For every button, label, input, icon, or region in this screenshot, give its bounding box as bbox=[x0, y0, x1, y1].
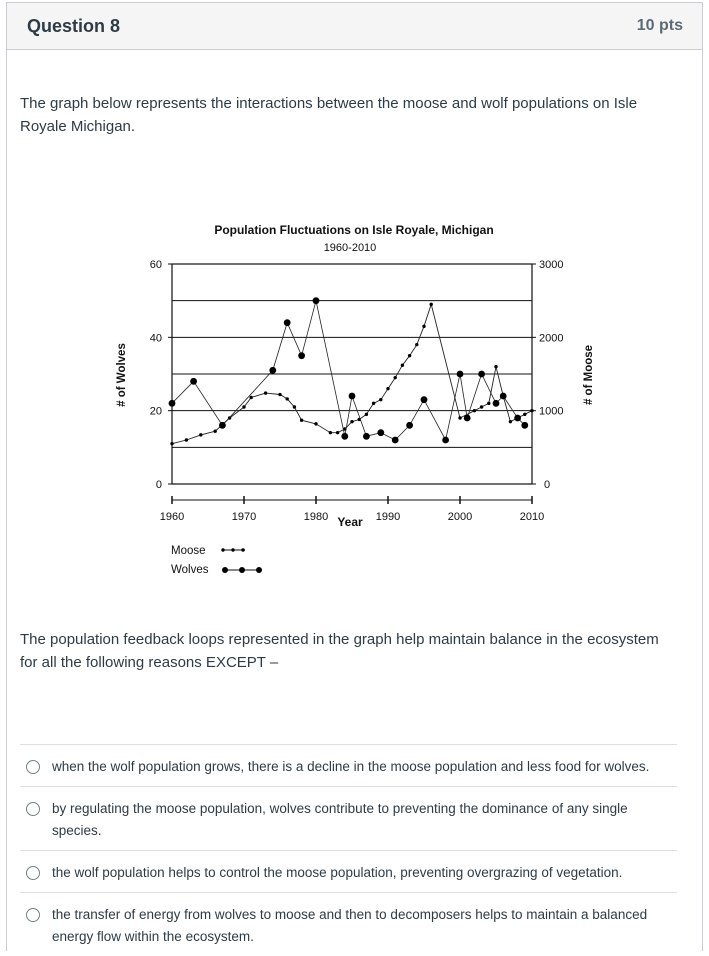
moose-data-point bbox=[170, 442, 173, 445]
left-tick-label: 20 bbox=[149, 405, 162, 418]
right-tick-label: 1000 bbox=[539, 405, 564, 418]
moose-data-point bbox=[185, 438, 188, 441]
moose-data-point bbox=[523, 413, 526, 416]
chart-legend bbox=[171, 545, 262, 576]
answer-option[interactable] bbox=[20, 892, 677, 956]
wolves-data-point bbox=[392, 437, 399, 444]
wolves-data-point bbox=[298, 352, 305, 359]
wolves-data-point bbox=[421, 396, 428, 403]
moose-data-point bbox=[350, 420, 353, 423]
answer-option[interactable] bbox=[20, 786, 677, 850]
moose-data-point bbox=[293, 405, 296, 408]
question-points: 10 pts bbox=[636, 17, 683, 34]
legend-moose-label: Moose bbox=[171, 545, 206, 557]
wolves-data-point bbox=[493, 400, 500, 407]
chart-title: Population Fluctuations on Isle Royale, Michigan bbox=[214, 223, 494, 237]
population-chart bbox=[102, 212, 595, 584]
wolves-data-point bbox=[313, 297, 320, 304]
legend-wolves-label: Wolves bbox=[171, 564, 209, 576]
moose-data-point bbox=[365, 413, 368, 416]
moose-data-point bbox=[329, 431, 332, 434]
question-title: Question 8 bbox=[27, 15, 121, 36]
x-tick-label: 2000 bbox=[447, 511, 473, 523]
question-prompt: The population feedback loops represented in the graph help maintain balance in the ecosystem for all the following reasons EXCEPT – bbox=[20, 631, 659, 671]
moose-data-point bbox=[509, 420, 512, 423]
left-tick-label: 40 bbox=[149, 332, 162, 345]
wolves-data-point bbox=[190, 378, 197, 385]
moose-data-point bbox=[401, 364, 404, 367]
moose-data-point bbox=[379, 398, 382, 401]
left-tick-label: 0 bbox=[155, 479, 162, 491]
moose-data-point bbox=[336, 431, 339, 434]
moose-data-point bbox=[487, 402, 490, 405]
moose-data-point bbox=[264, 391, 267, 394]
moose-data-point bbox=[458, 416, 461, 419]
moose-data-point bbox=[394, 376, 397, 379]
moose-data-point bbox=[430, 303, 433, 306]
answer-list bbox=[20, 744, 677, 956]
wolves-data-point bbox=[377, 429, 384, 436]
population-chart-svg bbox=[102, 212, 595, 584]
radio-button[interactable] bbox=[26, 760, 40, 774]
moose-data-point bbox=[494, 365, 497, 368]
legend-moose-marker bbox=[231, 548, 234, 551]
wolves-data-point bbox=[363, 433, 370, 440]
answer-label: the wolf population helps to control the moose population, preventing overgrazing of vegetation. bbox=[52, 865, 623, 880]
moose-data-point bbox=[214, 430, 217, 433]
x-tick-label: 2010 bbox=[519, 511, 545, 523]
wolves-series-line bbox=[172, 301, 525, 440]
answer-option[interactable] bbox=[20, 744, 677, 786]
right-tick-label: 2000 bbox=[539, 332, 564, 345]
answer-option[interactable] bbox=[20, 850, 677, 892]
wolves-data-point bbox=[514, 415, 521, 422]
wolves-data-point bbox=[284, 319, 291, 326]
wolves-data-point bbox=[457, 371, 464, 378]
x-tick-label: 1990 bbox=[375, 511, 401, 523]
moose-data-point bbox=[422, 325, 425, 328]
chart-subtitle: 1960-2010 bbox=[323, 242, 377, 254]
wolves-data-point bbox=[442, 437, 449, 444]
radio-button[interactable] bbox=[26, 802, 40, 816]
moose-data-point bbox=[415, 343, 418, 346]
question-header bbox=[7, 3, 702, 50]
wolves-data-point bbox=[269, 367, 276, 374]
moose-data-point bbox=[480, 405, 483, 408]
moose-data-point bbox=[199, 433, 202, 436]
x-axis-label: Year bbox=[337, 515, 363, 529]
moose-data-point bbox=[408, 354, 411, 357]
wolves-data-point bbox=[478, 371, 485, 378]
moose-data-point bbox=[314, 422, 317, 425]
x-tick-label: 1960 bbox=[159, 511, 185, 523]
legend-wolves-marker bbox=[239, 567, 245, 573]
wolves-data-point bbox=[500, 393, 507, 400]
wolves-data-point bbox=[341, 433, 348, 440]
moose-data-point bbox=[473, 409, 476, 412]
moose-data-point bbox=[278, 393, 281, 396]
legend-wolves-marker bbox=[222, 567, 228, 573]
legend-moose-marker bbox=[241, 548, 244, 551]
left-axis-label: # of Wolves bbox=[116, 343, 128, 407]
answer-label: when the wolf population grows, there is a decline in the moose population and less food for wolves. bbox=[52, 759, 650, 774]
left-tick-label: 60 bbox=[149, 259, 162, 271]
right-tick-label: 0 bbox=[544, 479, 551, 491]
question-intro: The graph below represents the interactions between the moose and wolf populations on Isle Royale Michigan. bbox=[20, 95, 638, 135]
moose-data-point bbox=[242, 405, 245, 408]
legend-wolves-marker bbox=[256, 567, 262, 573]
wolves-data-point bbox=[219, 422, 226, 429]
wolves-data-point bbox=[169, 400, 176, 407]
answer-label: by regulating the moose population, wolves contribute to preventing the dominance of any single species. bbox=[52, 801, 628, 838]
moose-data-point bbox=[386, 387, 389, 390]
moose-data-point bbox=[372, 402, 375, 405]
moose-data-point bbox=[250, 396, 253, 399]
wolves-data-point bbox=[464, 415, 471, 422]
x-tick-label: 1980 bbox=[303, 511, 329, 523]
right-axis-label: # of Moose bbox=[583, 344, 595, 406]
moose-data-point bbox=[286, 397, 289, 400]
legend-moose-marker bbox=[221, 548, 224, 551]
x-tick-label: 1970 bbox=[231, 511, 257, 523]
wolves-data-point bbox=[406, 422, 413, 429]
wolves-data-point bbox=[521, 422, 528, 429]
radio-button[interactable] bbox=[26, 908, 40, 922]
right-tick-label: 3000 bbox=[539, 259, 564, 271]
radio-button[interactable] bbox=[26, 866, 40, 880]
moose-data-point bbox=[300, 419, 303, 422]
wolves-data-point bbox=[349, 393, 356, 400]
answer-label: the transfer of energy from wolves to moose and then to decomposers helps to maintain a balanced energy flow within the ecosystem. bbox=[52, 907, 648, 944]
